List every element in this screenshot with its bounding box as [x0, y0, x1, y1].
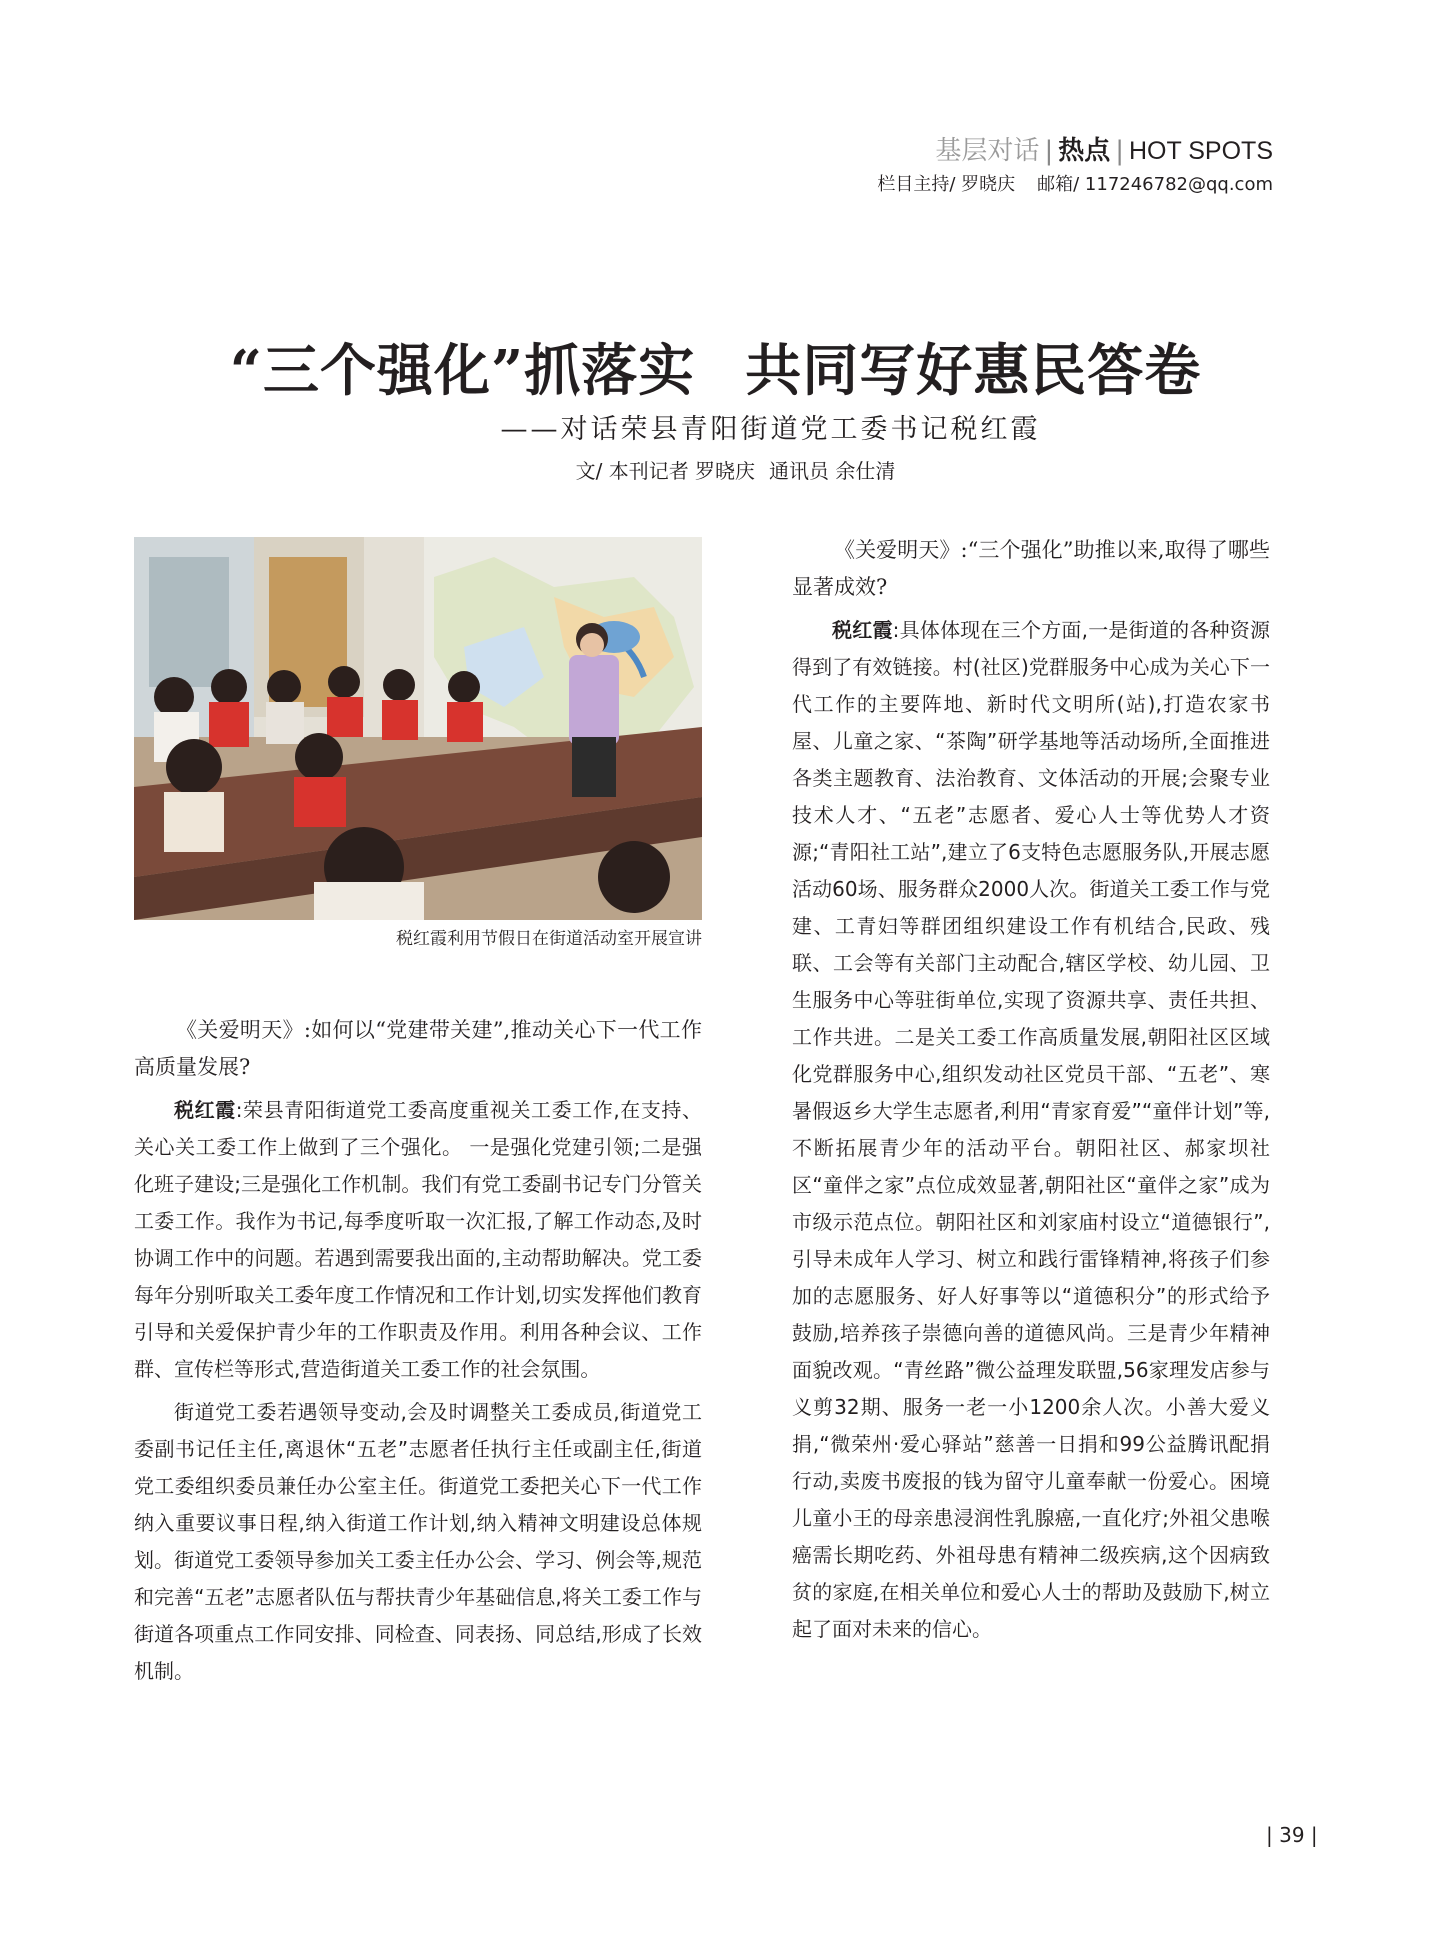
question-2: [792, 532, 1270, 606]
column-host: 栏目主持/ 罗晓庆: [877, 174, 1016, 195]
question-lead: 《关爱明天》: [176, 1018, 304, 1042]
left-column: [134, 1012, 702, 1690]
answer-lead: 税红霞: [832, 618, 893, 642]
question-text: :如何以“党建带关建”,推动关心下一代工作高质量发展?: [134, 1018, 702, 1079]
question-text: :“三个强化”助推以来,取得了哪些显著成效?: [792, 538, 1270, 599]
title-part-1: “三个强化”抓落实: [229, 338, 696, 404]
question-1: [134, 1012, 702, 1086]
section-name: 热点: [1058, 136, 1111, 166]
article-byline: [0, 456, 1431, 486]
answer-text: :荣县青阳街道党工委高度重视关工委工作,在支持、关心关工委工作上做到了三个强化。 一是强化党建引领;二是强化班子建设;三是强化工作机制。我们有党工委副书记专门分管关工委工作。我作为书记,每季度听取一次汇报,了解工作动态,及时协调工作中的问题。若遇到需要我出面的,主动帮助解决。党工委每年分别听取关工委年度工作情况和工作计划,切实发挥他们教育引导和关爱保护青少年的工作职责及作用。利用各种会议、工作群、宣传栏等形式,营造街道关工委工作的社会氛围。: [134, 1098, 702, 1381]
answer-2: [792, 612, 1270, 1648]
byline-writer: 文/ 本刊记者 罗晓庆: [575, 459, 756, 483]
byline-correspondent: 通讯员 余仕清: [769, 459, 896, 483]
classroom-photo-illustration: [134, 537, 702, 920]
title-part-2: 共同写好惠民答卷: [745, 338, 1202, 404]
question-lead: 《关爱明天》: [834, 538, 961, 562]
answer-text: :具体体现在三个方面,一是街道的各种资源得到了有效链接。村(社区)党群服务中心成为关心下一代工作的主要阵地、新时代文明所(站),打造农家书屋、儿童之家、“茶陶”研学基地等活动场所,全面推进各类主题教育、法治教育、文体活动的开展;会聚专业技术人才、“五老”志愿者、爱心人士等优势人才资源;“青阳社工站”,建立了6支特色志愿服务队,开展志愿活动60场、服务群众2000人次。街道关工委工作与党建、工青妇等群团组织建设工作有机结合,民政、残联、工会等有关部门主动配合,辖区学校、幼儿园、卫生服务中心等驻街单位,实现了资源共享、责任共担、工作共进。二是关工委工作高质量发展,朝阳社区区域化党群服务中心,组织发动社区党员干部、“五老”、寒暑假返乡大学生志愿者,利用“青家育爱”“童伴计划”等,不断拓展青少年的活动平台。朝阳社区、郝家坝社区“童伴之家”点位成效显著,朝阳社区“童伴之家”成为市级示范点位。朝阳社区和刘家庙村设立“道德银行”,引导未成年人学习、树立和践行雷锋精神,将孩子们参加的志愿服务、好人好事等以“道德积分”的形式给予鼓励,培养孩子崇德向善的道德风尚。三是青少年精神面貌改观。“青丝路”微公益理发联盟,56家理发店参与义剪32期、服务一老一小1200余人次。小善大爱义捐,“微荣州·爱心驿站”慈善一日捐和99公益腾讯配捐行动,卖废书废报的钱为留守儿童奉献一份爱心。困境儿童小王的母亲患浸润性乳腺癌,一直化疗;外祖父患喉癌需长期吃药、外祖母患有精神二级疾病,这个因病致贫的家庭,在相关单位和爱心人士的帮助及鼓励下,树立起了面对未来的信心。: [792, 618, 1270, 1641]
column-name: 基层对话: [935, 136, 1040, 166]
page-number: | 39 |: [1266, 1823, 1318, 1847]
article-subtitle: ——对话荣县青阳街道党工委书记税红霞: [500, 414, 1041, 445]
column-title: [877, 134, 1273, 168]
column-header: [877, 134, 1273, 200]
right-column: [792, 532, 1270, 1648]
section-name-en: HOT SPOTS: [1128, 137, 1273, 165]
answer-1: [134, 1092, 702, 1388]
article-title: [0, 336, 1431, 406]
photo-caption: 税红霞利用节假日在街道活动室开展宣讲: [396, 929, 702, 949]
separator: |: [1115, 136, 1124, 166]
answer-1-paragraph-2: 街道党工委若遇领导变动,会及时调整关工委成员,街道党工委副书记任主任,离退休“五老”志愿者任执行主任或副主任,街道党工委组织委员兼任办公室主任。街道党工委把关心下一代工作纳入重要议事日程,纳入街道工作计划,纳入精神文明建设总体规划。街道党工委领导参加关工委主任办公会、学习、例会等,规范和完善“五老”志愿者队伍与帮扶青少年基础信息,将关工委工作与街道各项重点工作同安排、同检查、同表扬、同总结,形成了长效机制。: [134, 1400, 702, 1683]
column-credits: [877, 170, 1273, 200]
answer-lead: 税红霞: [174, 1098, 236, 1122]
article-photo: [134, 537, 702, 920]
separator: |: [1044, 136, 1054, 166]
column-email: 邮箱/ 117246782@qq.com: [1037, 174, 1273, 195]
